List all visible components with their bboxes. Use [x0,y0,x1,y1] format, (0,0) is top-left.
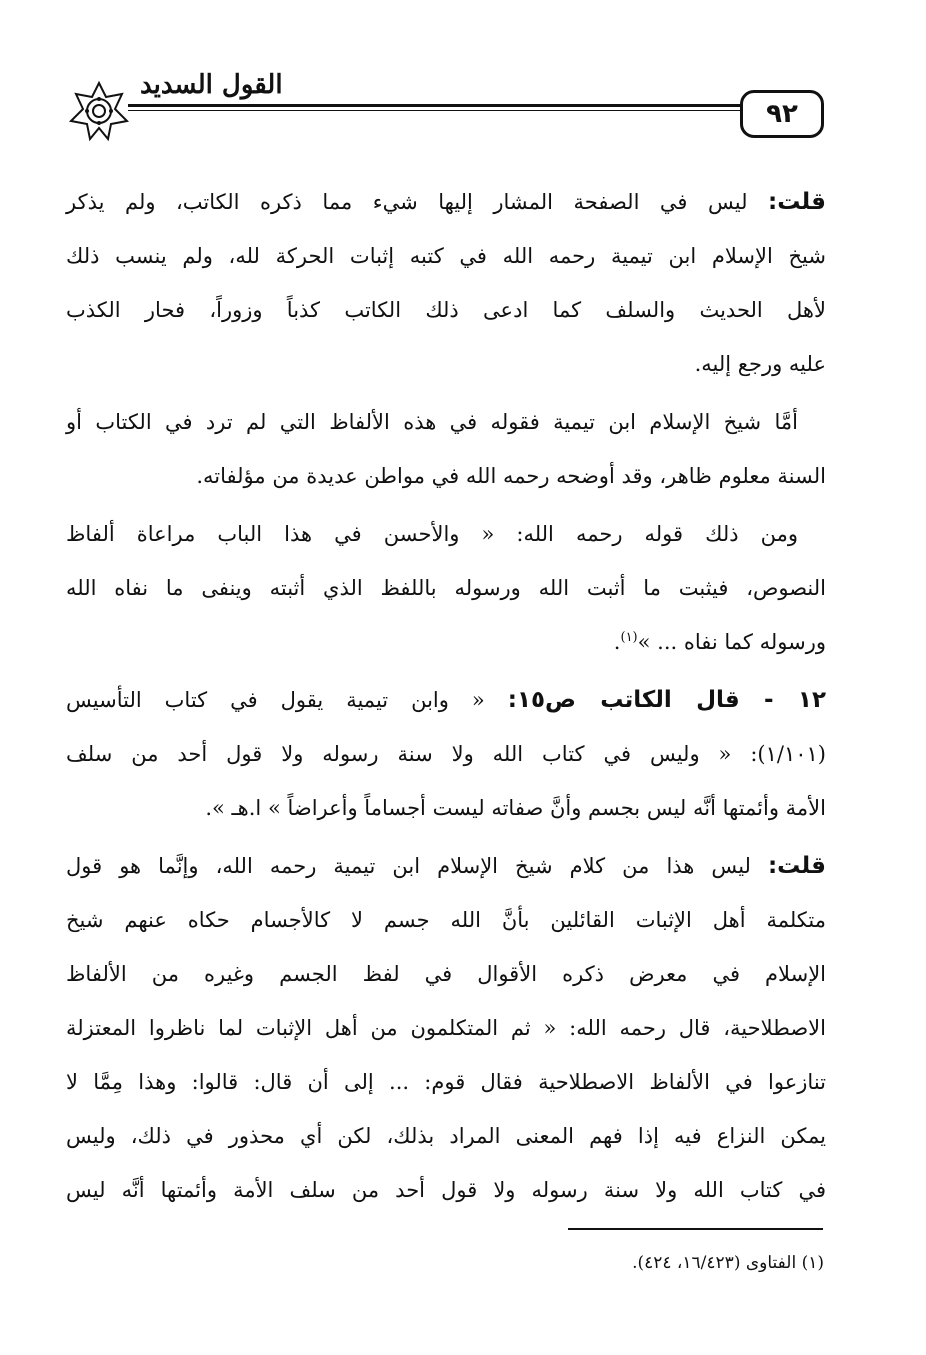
text-line: ليس في الصفحة المشار إليها شيء مما ذكره الكاتب، ولم يذكر [66,190,748,214]
text-line: الأمة وأئمتها أنَّه ليس بجسم وأنَّ صفاته ليست أجساماً وأعراضاً » ا.هـ ». [205,796,826,820]
page-number: ٩٢ [740,90,824,138]
paragraph-1 [66,175,826,391]
footnote-separator [568,1228,823,1230]
text-line: شيخ الإسلام ابن تيمية رحمه الله في كتبه إثبات الحركة لله، ولم ينسب ذلك [66,244,826,268]
text-line: « وابن تيمية يقول في كتاب التأسيس [66,688,485,712]
text-line: الإسلام في معرض ذكره الأقوال في لفظ الجسم وغيره من الألفاظ [66,962,826,986]
page-header [68,66,828,136]
paragraph-3: ومن ذلك قوله رحمه الله: « والأحسن في هذا الباب مراعاة ألفاظ النصوص، فيثبت ما أثبت الله ورسوله باللفظ الذي أثبته وينفى ما نفاه الله ورسوله كما نفاه ... »$^{(١)}$. [66,507,826,669]
text-line: لأهل الحديث والسلف كما ادعى ذلك الكاتب كذباً وزوراً، فحار الكذب [66,298,826,322]
footnote-reference: (١) [620,630,638,645]
text-line: النصوص، فيثبت ما أثبت الله ورسوله باللفظ الذي أثبته وينفى ما نفاه الله [66,576,826,600]
text-line: ليس هذا من كلام شيخ الإسلام ابن تيمية رحمه الله، وإنَّما هو قول [66,854,751,878]
text-line: في كتاب الله ولا سنة رسوله ولا قول أحد من سلف الأمة وأئمتها أنَّه ليس [66,1178,826,1202]
text-line: ومن ذلك قوله رحمه الله: « والأحسن في هذا الباب مراعاة ألفاظ [66,522,798,546]
text-line: الاصطلاحية، قال رحمه الله: « ثم المتكلمون من أهل الإثبات لما ناظروا المعتزلة [66,1016,826,1040]
paragraph-lead: قلت: [768,189,826,215]
text-line: تنازعوا في الألفاظ الاصطلاحية فقال قوم: ... إلى أن قال: قالوا: وهذا مِمَّا لا [66,1070,826,1094]
paragraph-4 [66,673,826,835]
text-line: (١/١٠١): « وليس في كتاب الله ولا سنة رسوله ولا قول أحد من سلف [66,742,826,766]
text-line: متكلمة أهل الإثبات القائلين بأنَّ الله جسم لا كالأجسام حكاه عنهم شيخ [66,908,826,932]
text-line: عليه ورجع إليه. [694,352,826,376]
book-title: القول السديد [140,70,283,100]
text-line: يمكن النزاع فيه إذا فهم المعنى المراد بذلك، لكن أي محذور في ذلك، وليس [66,1124,826,1148]
star-ornament-icon [68,80,130,142]
header-rule [128,104,758,107]
footnote: (١) الفتاوى (١٦/٤٢٣، ٤٢٤). [632,1253,824,1273]
paragraph-lead: ١٢ - قال الكاتب ص١٥: [507,687,826,713]
paragraph-lead: قلت: [767,853,826,879]
text-line: السنة معلوم ظاهر، وقد أوضحه رحمه الله في مواطن عديدة من مؤلفاته. [196,464,826,488]
paragraph-2 [66,395,826,503]
page-body [66,175,826,1221]
paragraph-5 [66,839,826,1217]
text-line: ورسوله كما نفاه ... » [637,630,826,654]
text-line: أمَّا شيخ الإسلام ابن تيمية فقوله في هذه الألفاظ التي لم ترد في الكتاب أو [66,410,798,434]
header-rule-thin [128,110,758,111]
